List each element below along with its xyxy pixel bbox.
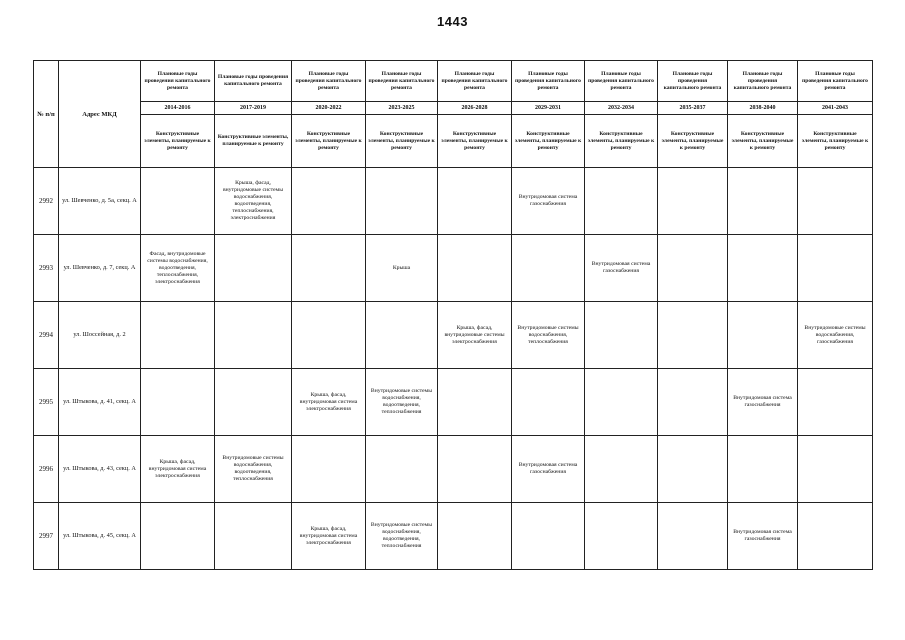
table-cell <box>728 235 798 302</box>
elements-header: Конструктивные элементы, планируемые к ремонту <box>728 115 798 168</box>
table-cell <box>658 369 728 436</box>
years-header: 2029-2031 <box>512 102 585 115</box>
table-cell: Внутридомовая система газоснабжения <box>728 369 798 436</box>
header-row-periods <box>34 61 873 102</box>
table-cell <box>585 436 658 503</box>
row-number: 2993 <box>34 235 59 302</box>
table-cell: Крыша, фасад, внутридомовая система электроснабжения <box>141 436 215 503</box>
period-header: Плановые годы проведения капитального ремонта <box>366 61 438 102</box>
table-cell: Внутридомовые системы водоснабжения, теплоснабжения <box>512 302 585 369</box>
table-cell <box>366 168 438 235</box>
table-cell: Фасад, внутридомовые системы водоснабжения, водоотведения, теплоснабжения, электроснабжения <box>141 235 215 302</box>
row-address: ул. Шевченко, д. 5а, секц. А <box>59 168 141 235</box>
period-header: Плановые годы проведения капитального ремонта <box>141 61 215 102</box>
header-row-years <box>34 102 873 115</box>
table-cell <box>215 503 292 570</box>
table-cell <box>438 436 512 503</box>
table-cell <box>728 302 798 369</box>
table-cell <box>798 168 873 235</box>
table-cell: Крыша <box>366 235 438 302</box>
elements-header: Конструктивные элементы, планируемые к ремонту <box>141 115 215 168</box>
table-cell: Внутридомовые системы водоснабжения, водоотведения, теплоснабжения <box>366 503 438 570</box>
table-row <box>34 503 873 570</box>
table-cell <box>215 369 292 436</box>
table-cell <box>728 436 798 503</box>
table-cell <box>512 235 585 302</box>
period-header: Плановые годы проведения капитального ремонта <box>798 61 873 102</box>
table-cell <box>438 235 512 302</box>
elements-header: Конструктивные элементы, планируемые к ремонту <box>438 115 512 168</box>
table-row <box>34 168 873 235</box>
table-row <box>34 369 873 436</box>
table-cell <box>141 302 215 369</box>
table-cell <box>366 302 438 369</box>
table-cell: Внутридомовая система газоснабжения <box>512 436 585 503</box>
repair-schedule-table <box>33 60 873 570</box>
elements-header: Конструктивные элементы, планируемые к ремонту <box>215 115 292 168</box>
period-header: Плановые годы проведения капитального ремонта <box>585 61 658 102</box>
period-header: Плановые годы проведения капитального ремонта <box>215 61 292 102</box>
table-cell <box>658 168 728 235</box>
row-number: 2992 <box>34 168 59 235</box>
period-header: Плановые годы проведения капитального ремонта <box>728 61 798 102</box>
table-cell <box>141 369 215 436</box>
row-address: ул. Шоссейная, д. 2 <box>59 302 141 369</box>
table-cell <box>798 369 873 436</box>
period-header: Плановые годы проведения капитального ремонта <box>438 61 512 102</box>
table-cell <box>658 436 728 503</box>
elements-header: Конструктивные элементы, планируемые к ремонту <box>798 115 873 168</box>
elements-header: Конструктивные элементы, планируемые к ремонту <box>658 115 728 168</box>
row-number: 2996 <box>34 436 59 503</box>
row-number: 2997 <box>34 503 59 570</box>
header-row-elements <box>34 115 873 168</box>
table-cell <box>585 168 658 235</box>
table-cell: Крыша, фасад, внутридомовые системы водоснабжения, водоотведения, теплоснабжения, электроснабжения <box>215 168 292 235</box>
page-number: 1443 <box>437 14 468 29</box>
table-cell <box>585 369 658 436</box>
years-header: 2038-2040 <box>728 102 798 115</box>
table-cell: Крыша, фасад, внутридомовая система электроснабжения <box>292 503 366 570</box>
elements-header: Конструктивные элементы, планируемые к ремонту <box>366 115 438 168</box>
column-header-number: № п/п <box>34 61 59 168</box>
table-cell: Внутридомовые системы водоснабжения, водоотведения, теплоснабжения <box>215 436 292 503</box>
years-header: 2020-2022 <box>292 102 366 115</box>
table-row <box>34 235 873 302</box>
table-cell <box>658 503 728 570</box>
column-header-address: Адрес МКД <box>59 61 141 168</box>
table-cell <box>141 168 215 235</box>
table-row <box>34 302 873 369</box>
years-header: 2035-2037 <box>658 102 728 115</box>
row-number: 2995 <box>34 369 59 436</box>
table-cell <box>798 503 873 570</box>
table-cell <box>292 235 366 302</box>
table-cell <box>215 302 292 369</box>
table-cell <box>438 369 512 436</box>
table-cell <box>512 503 585 570</box>
table-cell <box>292 168 366 235</box>
years-header: 2041-2043 <box>798 102 873 115</box>
years-header: 2023-2025 <box>366 102 438 115</box>
table-cell: Внутридомовая система газоснабжения <box>512 168 585 235</box>
years-header: 2032-2034 <box>585 102 658 115</box>
years-header: 2017-2019 <box>215 102 292 115</box>
years-header: 2026-2028 <box>438 102 512 115</box>
table-cell: Внутридомовая система газоснабжения <box>728 503 798 570</box>
period-header: Плановые годы проведения капитального ремонта <box>512 61 585 102</box>
table-cell <box>658 302 728 369</box>
elements-header: Конструктивные элементы, планируемые к ремонту <box>292 115 366 168</box>
table-cell <box>215 235 292 302</box>
table-cell <box>438 168 512 235</box>
table-cell <box>798 436 873 503</box>
table-cell <box>658 235 728 302</box>
table-cell <box>292 436 366 503</box>
table-cell: Крыша, фасад, внутридомовые системы электроснабжения <box>438 302 512 369</box>
table-cell: Внутридомовые системы водоснабжения, газоснабжения <box>798 302 873 369</box>
row-address: ул. Штыкова, д. 45, секц. А <box>59 503 141 570</box>
row-address: ул. Штыкова, д. 41, секц. А <box>59 369 141 436</box>
period-header: Плановые годы проведения капитального ремонта <box>658 61 728 102</box>
period-header: Плановые годы проведения капитального ремонта <box>292 61 366 102</box>
table-cell <box>798 235 873 302</box>
table-cell <box>585 503 658 570</box>
table-cell <box>141 503 215 570</box>
table-cell <box>438 503 512 570</box>
table-cell <box>512 369 585 436</box>
elements-header: Конструктивные элементы, планируемые к ремонту <box>512 115 585 168</box>
table-cell: Внутридомовые системы водоснабжения, водоотведения, теплоснабжения <box>366 369 438 436</box>
table-cell: Внутридомовая система газоснабжения <box>585 235 658 302</box>
table-cell <box>366 436 438 503</box>
table-cell <box>728 168 798 235</box>
row-number: 2994 <box>34 302 59 369</box>
table-cell <box>292 302 366 369</box>
elements-header: Конструктивные элементы, планируемые к ремонту <box>585 115 658 168</box>
row-address: ул. Штыкова, д. 43, секц. А <box>59 436 141 503</box>
row-address: ул. Шевченко, д. 7, секц. А <box>59 235 141 302</box>
table-cell <box>585 302 658 369</box>
years-header: 2014-2016 <box>141 102 215 115</box>
table-cell: Крыша, фасад, внутридомовая система электроснабжения <box>292 369 366 436</box>
table-row <box>34 436 873 503</box>
